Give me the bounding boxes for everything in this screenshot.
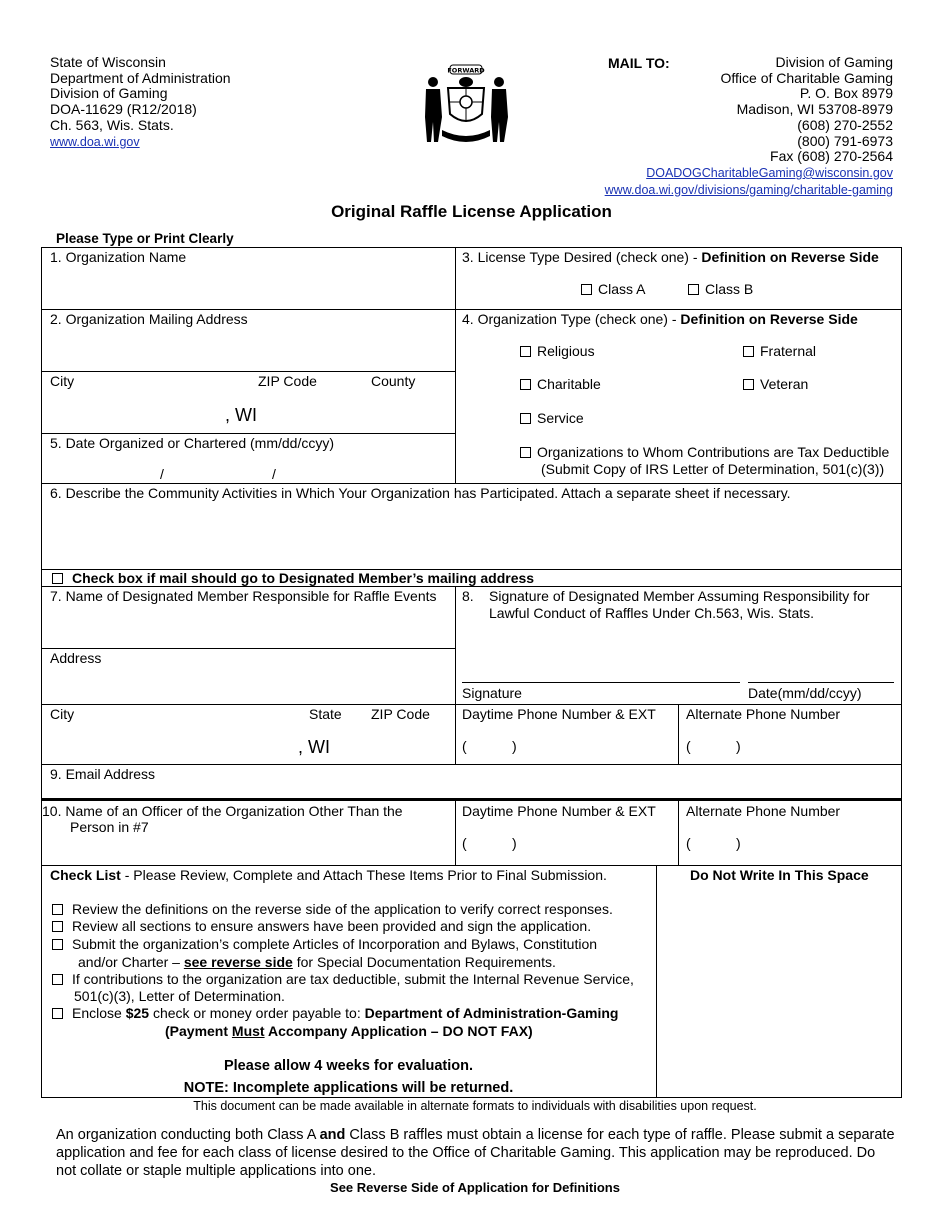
checklist-item-continuation: 501(c)(3), Letter of Determination. xyxy=(74,988,285,1004)
agency-line: Department of Administration xyxy=(50,69,231,86)
date-organized-label: 5. Date Organized or Chartered (mm/dd/ccyy) xyxy=(50,435,334,451)
text: Accompany Application – DO NOT FAX) xyxy=(264,1023,533,1039)
service-checkbox[interactable] xyxy=(520,413,531,424)
divider xyxy=(41,483,902,484)
wisconsin-seal-icon xyxy=(420,62,512,148)
license-type-definition: Definition on Reverse Side xyxy=(701,249,879,265)
community-activities-label: 6. Describe the Community Activities in Which Your Organization has Participated. Attach a separate sheet if necessary. xyxy=(50,485,791,501)
phone-line: (800) 791-6973 xyxy=(797,132,893,149)
text: An organization conducting both Class A xyxy=(56,1127,320,1143)
see-reverse-side: see reverse side xyxy=(183,954,293,970)
mailing-address-block xyxy=(593,55,893,198)
daytime-phone-label: Daytime Phone Number & EXT xyxy=(462,803,656,819)
state-label: State xyxy=(309,706,342,722)
form-border-right xyxy=(901,247,902,1098)
form-border-left xyxy=(41,247,42,1098)
checklist-checkbox[interactable] xyxy=(52,974,63,985)
alternate-phone-label: Alternate Phone Number xyxy=(686,706,841,722)
divider xyxy=(656,865,657,1097)
org-name-input[interactable] xyxy=(44,266,452,306)
office-use-label: Do Not Write In This Space xyxy=(690,867,869,883)
phone-area-open: ( xyxy=(686,835,691,851)
license-type-label xyxy=(462,249,879,265)
signature-desc-line1: Signature of Designated Member Assuming Responsibility for xyxy=(489,588,870,604)
multiple-license-paragraph xyxy=(56,1126,898,1180)
form-number: DOA-11629 (R12/2018) xyxy=(50,101,197,118)
phone-area-open: ( xyxy=(686,738,691,754)
address-label: Address xyxy=(50,650,102,666)
daytime-phone-label: Daytime Phone Number & EXT xyxy=(462,706,656,722)
charitable-checkbox[interactable] xyxy=(520,379,531,390)
org-type-definition: Definition on Reverse Side xyxy=(680,311,858,327)
agency-block xyxy=(50,55,231,150)
charitable-option[interactable] xyxy=(520,376,601,392)
form-border-bottom xyxy=(41,1097,902,1098)
state-wi-text: , WI xyxy=(298,737,330,757)
fraternal-checkbox[interactable] xyxy=(743,346,754,357)
incomplete-note: NOTE: Incomplete applications will be returned. xyxy=(183,1080,514,1096)
checklist-item[interactable] xyxy=(52,971,634,987)
fraternal-label: Fraternal xyxy=(760,343,817,359)
signature-label: Signature xyxy=(462,685,522,701)
fax-line: Fax (608) 270-2564 xyxy=(770,148,893,165)
charitable-label: Charitable xyxy=(537,376,601,392)
text: Class B raffles must obtain a license for each type of raffle. Please submit a separate application and fee for each class of license desired to the Office of Charitable Gaming. This application may be reproduced. Do not collate or staple multiple applications into one. xyxy=(56,1127,895,1179)
divider xyxy=(678,800,679,865)
alt-formats-note: This document can be made available in alternate formats to individuals with disabilities upon request. xyxy=(193,1099,757,1113)
checklist-item[interactable] xyxy=(52,936,597,952)
org-type-text: 4. Organization Type (check one) - xyxy=(462,311,681,327)
veteran-checkbox[interactable] xyxy=(743,379,754,390)
zip-label: ZIP Code xyxy=(258,373,317,389)
email-input[interactable] xyxy=(44,783,899,797)
divider xyxy=(678,704,679,764)
phone-area-close: ) xyxy=(736,835,741,851)
text: Must xyxy=(231,1023,265,1039)
checklist-checkbox[interactable] xyxy=(52,921,63,932)
phone-area-close: ) xyxy=(736,738,741,754)
email-label: 9. Email Address xyxy=(50,766,156,782)
state-wi-text: , WI xyxy=(225,405,257,425)
designated-mail-label: Check box if mail should go to Designated Member’s mailing address xyxy=(72,570,535,586)
tax-deductible-option[interactable] xyxy=(520,444,889,460)
license-type-text: 3. License Type Desired (check one) - xyxy=(462,249,702,265)
agency-line: State of Wisconsin xyxy=(50,54,166,70)
checklist-instruction: - Please Review, Complete and Attach These Items Prior to Final Submission. xyxy=(120,867,607,883)
divider xyxy=(41,371,455,372)
divider xyxy=(41,433,455,434)
text: and/or Charter – xyxy=(78,954,184,970)
checklist-checkbox[interactable] xyxy=(52,939,63,950)
checklist-item-text: Review all sections to ensure answers have been provided and sign the application. xyxy=(72,918,592,934)
signature-line[interactable] xyxy=(462,682,740,683)
divider xyxy=(41,648,455,649)
class-b-checkbox[interactable] xyxy=(688,284,699,295)
address-line: P. O. Box 8979 xyxy=(799,85,893,102)
divider xyxy=(455,586,456,764)
officer-label-line2: Person in #7 xyxy=(70,819,149,835)
checklist-checkbox[interactable] xyxy=(52,904,63,915)
text: (Payment xyxy=(165,1023,232,1039)
alternate-phone-label: Alternate Phone Number xyxy=(686,803,841,819)
payee: Department of Administration-Gaming xyxy=(364,1005,619,1021)
phone-area-open: ( xyxy=(462,738,467,754)
service-option[interactable] xyxy=(520,410,584,426)
org-name-label: 1. Organization Name xyxy=(50,249,187,265)
date-signature-label: Date(mm/dd/ccyy) xyxy=(748,685,862,701)
checklist-item-text: If contributions to the organization are tax deductible, submit the Internal Revenue Service, xyxy=(72,971,634,987)
zip-label: ZIP Code xyxy=(371,706,430,722)
signature-desc-line2: Lawful Conduct of Raffles Under Ch.563, Wis. Stats. xyxy=(489,605,815,621)
instruction-text: Please Type or Print Clearly xyxy=(56,231,234,246)
statute-reference: Ch. 563, Wis. Stats. xyxy=(50,116,174,133)
divider xyxy=(41,704,902,705)
doa-website-link[interactable]: www.doa.wi.gov xyxy=(50,134,140,149)
service-label: Service xyxy=(537,410,584,426)
phone-area-close: ) xyxy=(512,835,517,851)
community-activities-input[interactable] xyxy=(44,502,899,566)
checklist-item[interactable] xyxy=(52,1005,618,1021)
signature-number: 8. xyxy=(462,588,474,604)
text: check or money order payable to: xyxy=(149,1005,365,1021)
text: for Special Documentation Requirements. xyxy=(292,954,556,970)
address-line: Division of Gaming xyxy=(775,54,893,70)
seal-motto: FORWARD xyxy=(447,66,485,75)
class-b-option[interactable] xyxy=(688,281,753,297)
email-link[interactable]: DOADOGCharitableGaming@wisconsin.gov xyxy=(646,165,893,180)
org-type-label xyxy=(462,311,858,327)
mailing-address-label: 2. Organization Mailing Address xyxy=(50,311,248,327)
veteran-label: Veteran xyxy=(760,376,809,392)
checklist-item-text: Submit the organization’s complete Articles of Incorporation and Bylaws, Constitution xyxy=(72,936,598,952)
tax-deductible-label: Organizations to Whom Contributions are Tax Deductible xyxy=(537,444,890,460)
agency-line: Division of Gaming xyxy=(50,85,168,102)
class-a-option[interactable] xyxy=(581,281,645,297)
designated-member-label: 7. Name of Designated Member Responsible for Raffle Events xyxy=(50,588,437,604)
veteran-option[interactable] xyxy=(743,376,808,392)
charitable-gaming-link[interactable]: www.doa.wi.gov/divisions/gaming/charitable-gaming xyxy=(604,182,893,197)
form-border-top xyxy=(41,247,902,248)
class-b-label: Class B xyxy=(705,281,754,297)
checklist-item[interactable] xyxy=(52,901,613,917)
tax-deductible-checkbox[interactable] xyxy=(520,447,531,458)
designated-mail-checkbox[interactable] xyxy=(52,573,63,584)
phone-line: (608) 270-2552 xyxy=(797,116,893,133)
county-label: County xyxy=(371,373,416,389)
religious-option[interactable] xyxy=(520,343,595,359)
religious-label: Religious xyxy=(537,343,595,359)
religious-checkbox[interactable] xyxy=(520,346,531,357)
checklist-item[interactable] xyxy=(52,918,591,934)
divider xyxy=(41,764,902,765)
date-slash: / xyxy=(272,466,276,482)
fraternal-option[interactable] xyxy=(743,343,816,359)
checklist-title xyxy=(50,867,607,883)
city-label: City xyxy=(50,373,75,389)
address-line: Madison, WI 53708-8979 xyxy=(736,101,893,118)
see-reverse-note: See Reverse Side of Application for Definitions xyxy=(330,1180,620,1195)
text: and xyxy=(319,1127,346,1143)
phone-area-close: ) xyxy=(512,738,517,754)
thick-divider xyxy=(41,798,902,801)
date-slash: / xyxy=(160,466,164,482)
divider xyxy=(455,800,456,865)
address-line: Office of Charitable Gaming xyxy=(720,69,893,86)
fee-amount: $25 xyxy=(125,1005,150,1021)
form-title: Original Raffle License Application xyxy=(331,202,612,221)
checklist-item-text: Review the definitions on the reverse side of the application to verify correct responses. xyxy=(72,901,613,917)
evaluation-note: Please allow 4 weeks for evaluation. xyxy=(223,1058,474,1074)
class-a-label: Class A xyxy=(598,281,646,297)
checklist-checkbox[interactable] xyxy=(52,1008,63,1019)
mail-to-label: MAIL TO: xyxy=(608,55,670,71)
city-label: City xyxy=(50,706,75,722)
class-a-checkbox[interactable] xyxy=(581,284,592,295)
divider xyxy=(455,247,456,483)
mailing-address-input[interactable] xyxy=(44,328,452,368)
checklist-item-continuation xyxy=(78,954,556,970)
text: Enclose xyxy=(72,1005,126,1021)
officer-label-line1: 10. Name of an Officer of the Organization Other Than the xyxy=(42,803,403,819)
tax-deductible-note: (Submit Copy of IRS Letter of Determination, 501(c)(3)) xyxy=(541,461,885,477)
date-signature-line[interactable] xyxy=(748,682,894,683)
divider xyxy=(41,586,902,587)
phone-area-open: ( xyxy=(462,835,467,851)
checklist-heading: Check List xyxy=(50,867,121,883)
payment-note xyxy=(165,1023,533,1039)
divider xyxy=(41,865,902,866)
designated-mail-option[interactable] xyxy=(52,570,534,586)
divider xyxy=(41,309,902,310)
